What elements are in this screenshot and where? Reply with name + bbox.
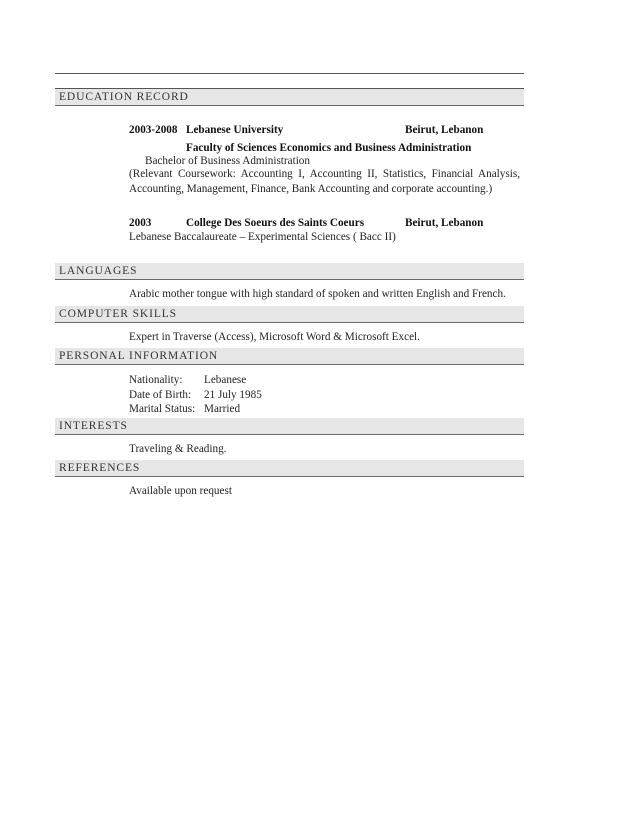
education-institution: College Des Soeurs des Saints Coeurs — [186, 217, 365, 229]
interests-text: Traveling & Reading. — [129, 443, 227, 455]
section-title: PERSONAL INFORMATION — [59, 350, 219, 362]
section-header-references — [55, 460, 524, 477]
section-title: LANGUAGES — [59, 265, 138, 277]
section-title: INTERESTS — [59, 420, 128, 432]
personal-label-nationality: Nationality: — [129, 374, 183, 386]
education-faculty: Faculty of Sciences Economics and Business Administration — [186, 142, 472, 154]
section-header-computer-skills — [55, 306, 524, 323]
languages-text: Arabic mother tongue with high standard of spoken and written English and French. — [129, 288, 506, 300]
education-degree: Bachelor of Business Administration — [145, 155, 310, 167]
education-location: Beirut, Lebanon — [405, 217, 484, 229]
personal-label-dob: Date of Birth: — [129, 389, 192, 401]
education-location: Beirut, Lebanon — [405, 124, 484, 136]
personal-label-marital-status: Marital Status: — [129, 403, 196, 415]
personal-value-marital-status: Married — [204, 403, 241, 415]
section-title: EDUCATION RECORD — [59, 91, 189, 103]
section-title: COMPUTER SKILLS — [59, 308, 177, 320]
section-header-education — [55, 88, 524, 106]
section-title: REFERENCES — [59, 462, 141, 474]
section-header-personal-information — [55, 348, 524, 365]
education-degree: Lebanese Baccalaureate – Experimental Sciences ( Bacc II) — [129, 231, 396, 243]
education-years: 2003-2008 — [129, 124, 178, 136]
personal-value-dob: 21 July 1985 — [204, 389, 262, 401]
section-header-languages — [55, 263, 524, 280]
references-text: Available upon request — [129, 485, 232, 497]
education-years: 2003 — [129, 217, 152, 229]
section-header-interests — [55, 418, 524, 435]
education-coursework: (Relevant Coursework: Accounting I, Accounting II, Statistics, Financial Analysis, Accounting, Management, Finance, Bank Accounting and corporate accounting.) — [129, 168, 520, 195]
education-institution: Lebanese University — [186, 124, 284, 136]
personal-value-nationality: Lebanese — [204, 374, 247, 386]
computer-skills-text: Expert in Traverse (Access), Microsoft Word & Microsoft Excel. — [129, 331, 420, 343]
top-divider — [55, 73, 524, 74]
